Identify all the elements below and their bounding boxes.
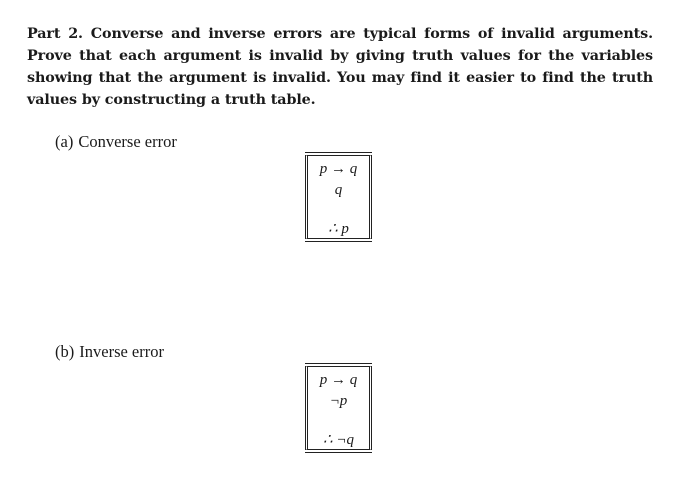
subpart-b-letter: (b) — [55, 342, 75, 361]
subpart-a-title: Converse error — [78, 132, 177, 151]
inverse-argument-box — [305, 363, 372, 453]
part-label: Part 2. — [27, 26, 83, 42]
converse-argument-box — [305, 152, 372, 242]
subpart-a-letter: (a) — [55, 132, 74, 151]
subpart-b-title: Inverse error — [79, 342, 164, 361]
converse-argument-frame — [305, 155, 372, 239]
subpart-a-heading — [55, 132, 177, 152]
inverse-argument-frame — [305, 366, 372, 450]
converse-premise-2: q — [334, 182, 343, 198]
problem-statement — [27, 23, 653, 111]
inverse-conclusion: ∴ ¬q — [323, 432, 354, 448]
inverse-premise-2: ¬p — [329, 393, 348, 409]
converse-premise-1: p → q — [319, 161, 358, 177]
problem-text: Converse and inverse errors are typical forms of invalid arguments. Prove that each argument is invalid by giving truth values for the variables showing that the argument is invalid. You may find it easier to find the truth values by constructing a truth table. — [27, 26, 653, 108]
inverse-premise-1: p → q — [319, 372, 358, 388]
converse-conclusion: ∴ p — [328, 221, 349, 237]
subpart-b-heading — [55, 342, 164, 362]
